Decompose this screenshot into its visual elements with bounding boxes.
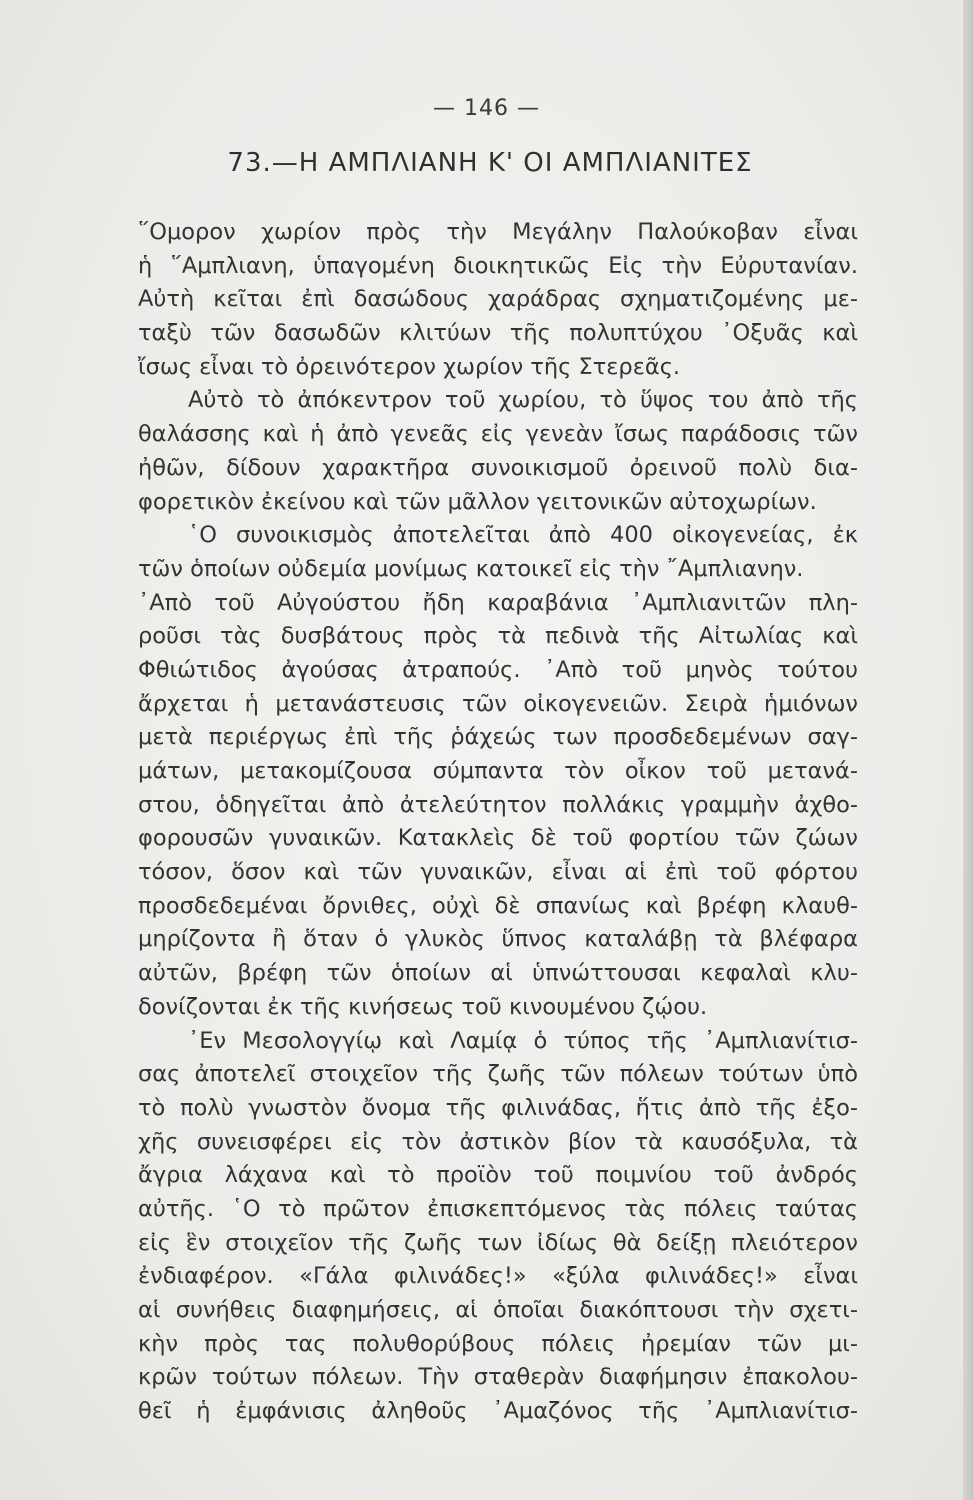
text-line: ροῦσι τὰς δυσβάτους πρὸς τὰ πεδινὰ τῆς Αἰτωλίας καὶ	[138, 623, 858, 650]
text-line: χῆς συνεισφέρει εἰς τὸν ἀστικὸν βίον τὰ καυσόξυλα, τὰ	[138, 1128, 858, 1155]
text-line: κὴν πρὸς τας πολυθορύβους πόλεις ἠρεμίαν τῶν μι-	[138, 1330, 858, 1357]
text-line: εἰς ἓν στοιχεῖον τῆς ζωῆς των ἰδίως θὰ δείξῃ πλειότερον	[138, 1229, 858, 1256]
text-line: ἠθῶν, δίδουν χαρακτῆρα συνοικισμοῦ ὀρεινοῦ πολὺ δια-	[138, 454, 858, 481]
page-edge-shadow	[963, 0, 973, 1500]
text-line: τῶν ὁποίων οὐδεμία μονίμως κατοικεῖ εἰς τὴν ῎Αμπλιανην.	[138, 555, 804, 582]
text-line: ἐνδιαφέρον. «Γάλα φιλινάδες!» «ξύλα φιλινάδες!» εἶναι	[138, 1263, 858, 1290]
text-line: ἴσως εἶναι τὸ ὀρεινότερον χωρίον τῆς Στερεᾶς.	[138, 353, 681, 380]
text-line: αὐτῆς. ῾Ο τὸ πρῶτον ἐπισκεπτόμενος τὰς πόλεις ταύτας	[138, 1195, 858, 1222]
text-line: δονίζονται ἐκ τῆς κινήσεως τοῦ κινουμένου ζῴου.	[138, 993, 708, 1020]
text-line: στου, ὁδηγεῖται ἀπὸ ἀτελεύτητον πολλάκις γραμμὴν ἀχθο-	[138, 791, 858, 818]
text-line: Αὐτὸ τὸ ἀπόκεντρον τοῦ χωρίου, τὸ ὕψος του ἀπὸ τῆς	[188, 387, 858, 414]
text-line: Αὐτὴ κεῖται ἐπὶ δασώδους χαράδρας σχηματιζομένης με-	[138, 286, 858, 313]
text-line: φορετικὸν ἐκείνου καὶ τῶν μᾶλλον γειτονικῶν αὐτοχωρίων.	[138, 488, 817, 515]
text-line: κρῶν τούτων πόλεων. Τὴν σταθερὰν διαφήμησιν ἐπακολου-	[138, 1364, 858, 1391]
text-line: θαλάσσης καὶ ἡ ἀπὸ γενεᾶς εἰς γενεὰν ἴσως παράδοσις τῶν	[138, 421, 858, 448]
body-text	[138, 216, 858, 1429]
text-line: τὸ πολὺ γνωστὸν ὄνομα τῆς φιλινάδας, ἥτις ἀπὸ τῆς ἐξο-	[138, 1094, 858, 1121]
text-line: σας ἀποτελεῖ στοιχεῖον τῆς ζωῆς τῶν πόλεων τούτων ὑπὸ	[138, 1061, 858, 1088]
text-line: τόσον, ὅσον καὶ τῶν γυναικῶν, εἶναι αἱ ἐπὶ τοῦ φόρτου	[138, 859, 858, 886]
text-line: μάτων, μετακομίζουσα σύμπαντα τὸν οἶκον τοῦ μετανά-	[138, 758, 858, 784]
text-line: φορουσῶν γυναικῶν. Κατακλεὶς δὲ τοῦ φορτίου τῶν ζώων	[138, 825, 858, 852]
chapter-title: 73.—Η ΑΜΠΛΙΑΝΗ Κ' ΟΙ ΑΜΠΛΙΑΝΙΤΕΣ	[227, 148, 753, 178]
text-line: μηρίζοντα ἢ ὅταν ὁ γλυκὸς ὕπνος καταλάβῃ τὰ βλέφαρα	[138, 926, 858, 953]
text-line: ῾Ο συνοικισμὸς ἀποτελεῖται ἀπὸ 400 οἰκογενείας, ἐκ	[188, 522, 858, 549]
text-line: θεῖ ἡ ἐμφάνισις ἀληθοῦς ᾿Αμαζόνος τῆς ᾿Αμπλιανίτισ-	[138, 1398, 858, 1425]
text-line: αἱ συνήθεις διαφημήσεις, αἱ ὁποῖαι διακόπτουσι τὴν σχετι-	[138, 1297, 858, 1323]
text-line: ταξὺ τῶν δασωδῶν κλιτύων τῆς πολυπτύχου ᾿Οξυᾶς καὶ	[138, 320, 858, 347]
page-number: — 146 —	[433, 96, 540, 121]
text-line: ἄγρια λάχανα καὶ τὸ προϊὸν τοῦ ποιμνίου τοῦ ἀνδρός	[138, 1162, 858, 1189]
text-line: αὐτῶν, βρέφη τῶν ὁποίων αἱ ὑπνώττουσαι κεφαλαὶ κλυ-	[138, 960, 858, 987]
text-line: μετὰ περιέργως ἐπὶ τῆς ῥάχεώς των προσδεδεμένων σαγ-	[138, 724, 858, 751]
text-line: Φθιώτιδος ἀγούσας ἀτραπούς. ᾿Απὸ τοῦ μηνὸς τούτου	[138, 656, 858, 683]
text-line: ᾿Εν Μεσολογγίῳ καὶ Λαμίᾳ ὁ τύπος τῆς ᾿Αμπλιανίτισ-	[188, 1027, 858, 1054]
text-line: ἄρχεται ἡ μετανάστευσις τῶν οἰκογενειῶν. Σειρὰ ἡμιόνων	[138, 690, 858, 717]
text-line: ᾿Απὸ τοῦ Αὐγούστου ἤδη καραβάνια ᾿Αμπλιανιτῶν πλη-	[138, 589, 858, 616]
text-line: ῞Ομορον χωρίον πρὸς τὴν Μεγάλην Παλούκοβαν εἶναι	[138, 219, 858, 245]
text-line: ἡ ῞Αμπλιανη, ὑπαγομένη διοικητικῶς Εἰς τὴν Εὐρυτανίαν.	[138, 252, 858, 279]
text-line: προσδεδεμέναι ὄρνιθες, οὐχὶ δὲ σπανίως καὶ βρέφη κλαυθ-	[138, 892, 858, 919]
